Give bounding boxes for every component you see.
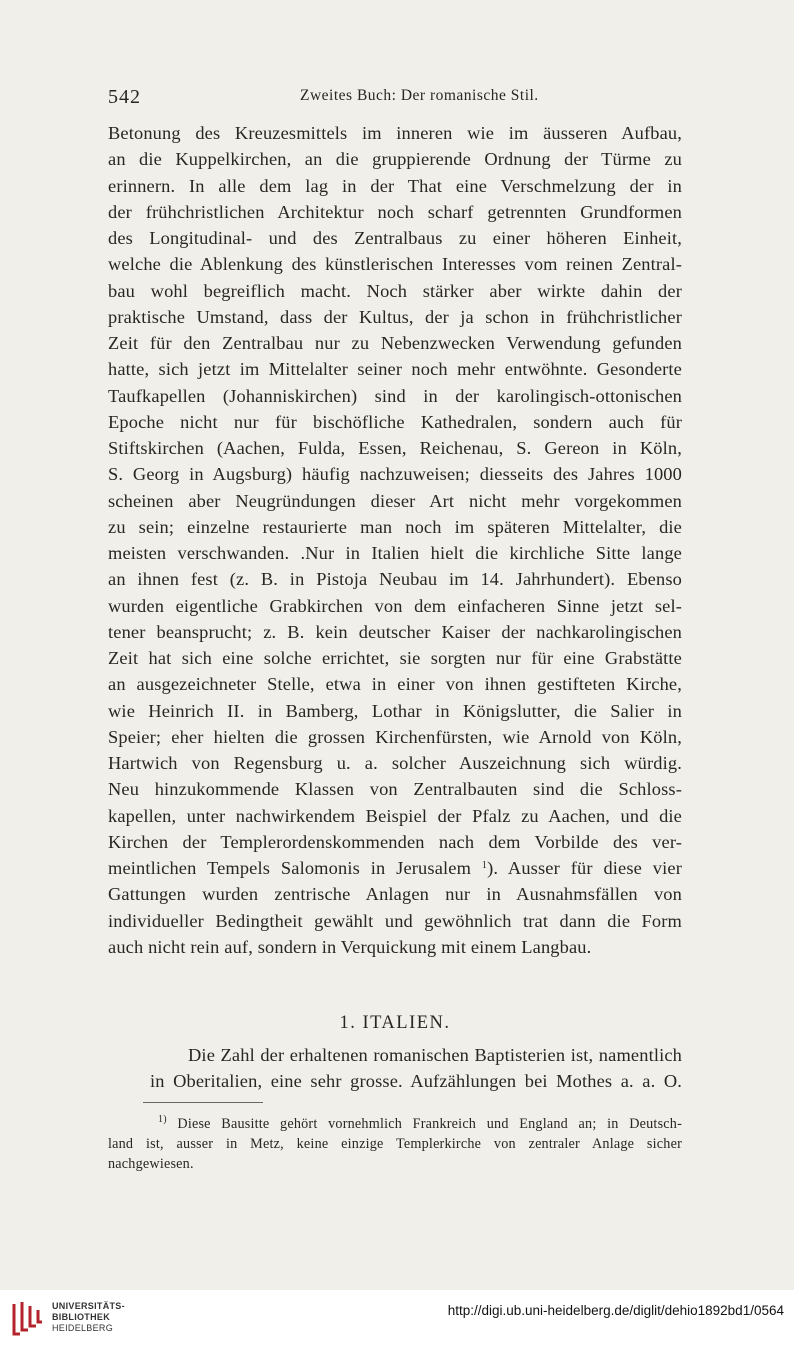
text-line: in Oberitalien, eine sehr grosse. Aufzählungen bei Mothes a. a. O.: [150, 1071, 682, 1092]
text-line: wie Heinrich II. in Bamberg, Lothar in Königslutter, die Salier in: [108, 700, 682, 721]
section-text: [108, 1042, 682, 1095]
text-line: des Longitudinal- und des Zentralbaus zu einer höheren Einheit,: [108, 228, 682, 248]
footnote-reference[interactable]: 1: [481, 860, 488, 871]
text-line: zu sein; einzelne restaurierte man noch im späteren Mittelalter, die: [108, 516, 682, 537]
library-name-line: UNIVERSITÄTS-: [52, 1301, 125, 1311]
footnote-line: [108, 1114, 682, 1134]
text-line: Hartwich von Regensburg u. a. solcher Auszeichnung sich würdig.: [108, 753, 682, 773]
text-line: Die Zahl der erhaltenen romanischen Baptisterien ist, namentlich: [188, 1045, 682, 1065]
text-line: kapellen, unter nachwirkendem Beispiel der Pfalz zu Aachen, und die: [108, 805, 682, 826]
text-line: wurden eigentliche Grabkirchen von dem einfacheren Sinne jetzt sel-: [108, 595, 682, 616]
text-line: bau wohl begreiflich macht. Noch stärker aber wirkte dahin der: [108, 280, 682, 301]
running-head: Zweites Buch: Der romanische Stil.: [300, 87, 539, 104]
text-line: Neu hinzukommende Klassen von Zentralbauten sind die Schloss-: [108, 779, 682, 800]
library-name-line: BIBLIOTHEK: [52, 1312, 110, 1322]
text-line: Speier; eher hielten die grossen Kirchenfürsten, wie Arnold von Köln,: [108, 726, 682, 747]
text-line: scheinen aber Neugründungen dieser Art nicht mehr vorgekommen: [108, 490, 682, 511]
text-line: tener beansprucht; z. B. kein deutscher Kaiser der nachkarolingischen: [108, 621, 682, 642]
text-fragment: meintlichen Tempels Salomonis in Jerusalem: [108, 858, 472, 878]
footnote-line: land ist, ausser in Metz, keine einzige Templerkirche von zentraler Anlage sicher: [108, 1136, 682, 1152]
page-number: 542: [108, 86, 141, 108]
text-line: erinnern. In alle dem lag in der That eine Verschmelzung der in: [108, 175, 682, 196]
text-line: Gattungen wurden zentrische Anlagen nur in Ausnahmsfällen von: [108, 884, 682, 905]
text-line: Stiftskirchen (Aachen, Fulda, Essen, Reichenau, S. Gereon in Köln,: [108, 438, 682, 458]
text-line: Epoche nicht nur für bischöfliche Kathedralen, sondern auch für: [108, 411, 682, 432]
text-line: hatte, sich jetzt im Mittelalter seiner noch mehr entwöhnte. Gesonderte: [108, 359, 682, 380]
library-name-line: HEIDELBERG: [52, 1323, 114, 1333]
text-fragment: ). Ausser für diese vier: [487, 858, 682, 878]
text-line: der frühchristlichen Architektur noch scharf getrennten Grundformen: [108, 201, 682, 222]
footnote: [108, 1114, 682, 1174]
footnote-marker: 1): [158, 1114, 167, 1125]
text-line: Betonung des Kreuzesmittels im inneren wie im äusseren Aufbau,: [108, 123, 682, 143]
library-name: [52, 1301, 125, 1334]
text-line: praktische Umstand, dass der Kultus, der ja schon in frühchristlicher: [108, 306, 682, 327]
text-line: S. Georg in Augsburg) häufig nachzuweisen; diesseits des Jahres 1000: [108, 464, 682, 485]
text-line: Zeit hat sich eine solche errichtet, sie sorgten nur für eine Grabstätte: [108, 648, 682, 668]
text-line: an ausgezeichneter Stelle, etwa in einer von ihnen gestifteten Kirche,: [108, 674, 682, 695]
text-line: meisten verschwanden. .Nur in Italien hielt die kirchliche Sitte lange: [108, 543, 682, 563]
page-header: [108, 86, 678, 112]
text-line-with-footnote: [108, 855, 682, 881]
text-line: welche die Ablenkung des künstlerischen Interesses vom reinen Zentral-: [108, 254, 682, 275]
university-library-logo-icon[interactable]: [10, 1298, 46, 1338]
text-line: Taufkapellen (Johanniskirchen) sind in der karolingisch-ottonischen: [108, 385, 682, 406]
section-heading: 1. ITALIEN.: [339, 1013, 451, 1033]
text-line: auch nicht rein auf, sondern in Verquickung mit einem Langbau.: [108, 936, 592, 957]
text-line: individueller Bedingtheit gewählt und gewöhnlich trat dann die Form: [108, 910, 682, 931]
library-footer: [0, 1290, 794, 1346]
source-url-link[interactable]: http://digi.ub.uni-heidelberg.de/diglit/dehio1892bd1/0564: [447, 1303, 784, 1318]
footnote-text: Diese Bausitte gehört vornehmlich Frankreich und England an; in Deutsch-: [177, 1116, 683, 1132]
text-line: Kirchen der Templerordenskommenden nach dem Vorbilde des ver-: [108, 831, 682, 852]
footnote-line: nachgewiesen.: [108, 1156, 194, 1172]
text-line: Zeit für den Zentralbau nur zu Nebenzwecken Verwendung gefunden: [108, 333, 682, 353]
footnote-divider: [143, 1102, 263, 1103]
body-text: [108, 120, 682, 960]
text-line: an ihnen fest (z. B. in Pistoja Neubau im 14. Jahrhundert). Ebenso: [108, 569, 682, 590]
text-line: an die Kuppelkirchen, an die gruppierende Ordnung der Türme zu: [108, 149, 682, 170]
